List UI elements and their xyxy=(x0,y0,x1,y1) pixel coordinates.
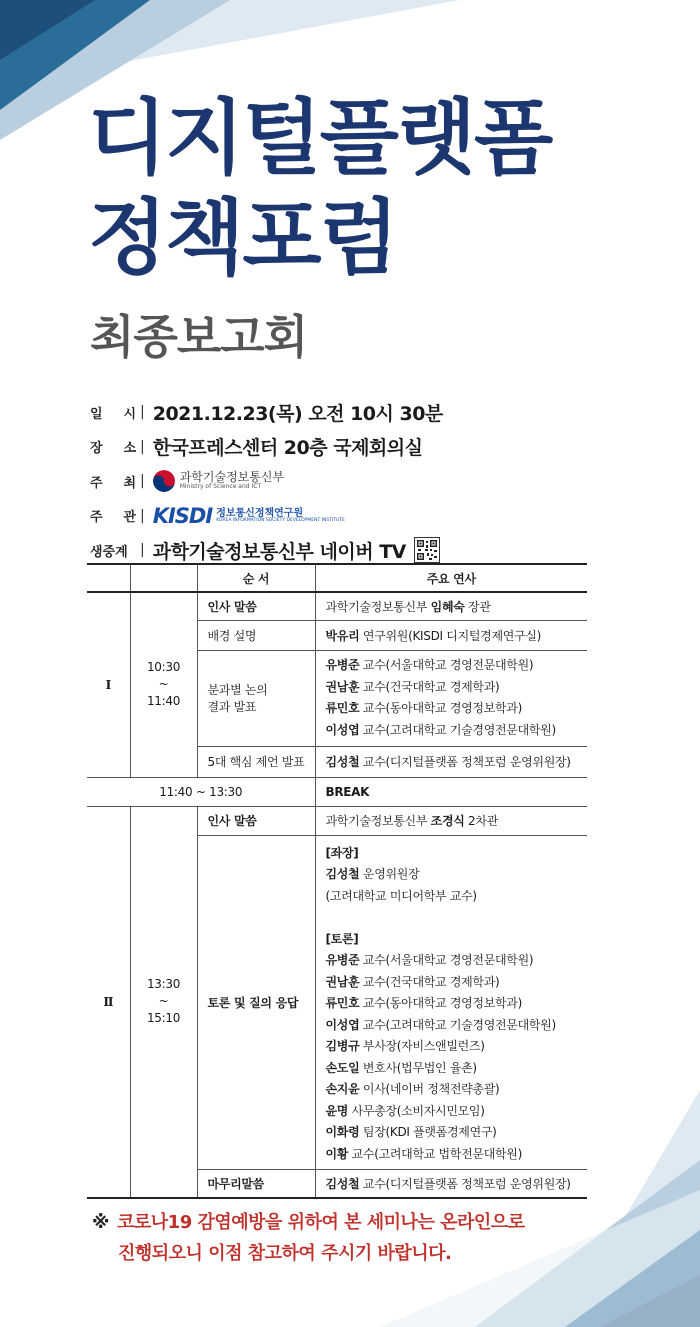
session-1-time: 10:30 ~ 11:40 xyxy=(130,592,197,777)
info-value-livestream: 과학기술정보통신부 네이버 TV xyxy=(152,540,406,563)
info-label-host: 주 최 xyxy=(90,475,136,491)
order-cell: 토론 및 질의 응답 xyxy=(197,835,315,1169)
info-organizer: 주 관 | KISDI 정보통신정책연구원 KOREA INFORMATION SOCIETY DEVELOPMENT INSTITUTE xyxy=(90,503,345,528)
info-value-date: 2021.12.23(목) 오전 10시 30분 xyxy=(152,402,443,425)
header-speakers: 주요 연사 xyxy=(315,564,587,592)
order-cell: 인사 말씀 xyxy=(197,806,315,835)
kisdi-logo xyxy=(153,504,345,528)
qr-code-icon xyxy=(414,537,440,563)
order-cell: 5대 핵심 제언 발표 xyxy=(197,746,315,777)
session-1-label: Ⅰ xyxy=(87,592,130,777)
order-line: 결과 발표 xyxy=(207,700,257,714)
msit-logo xyxy=(153,470,284,492)
speaker-cell: 과학기술정보통신부 임혜숙 장관 xyxy=(315,592,587,620)
info-label-livestream: 생중계 xyxy=(90,544,128,560)
taegeuk-icon xyxy=(153,470,175,492)
speaker-cell: [좌장] 김성철 운영위원장 (고려대학교 미디어학부 교수) [토론] 유병준 교수(서울대학교 경영전문대학원) 권남훈 교수(건국대학교 경제학과) 류민호 교수(동아대학교 경영정보학과) 이성엽 교수(고려대학교 기술경영전문대학원) 김병규 부사장(자비스앤빌런즈) 손도일 변호사(법무법인 율촌) 손지윤 이사(네이버 정책전략총괄) 윤명 사무총장(소비자시민모임) 이화령 팀장(KDI 플랫폼경제연구) 이황 교수(고려대학교 법학전문대학원) xyxy=(315,835,587,1169)
info-host: 주 최 | 과학기술정보통신부 Ministry of Science and ICT xyxy=(90,470,285,491)
header-order: 순 서 xyxy=(197,564,315,592)
info-livestream: 생중계 | 과학기술정보통신부 네이버 TV xyxy=(90,534,443,566)
covid-notice xyxy=(92,1207,525,1269)
speaker-cell: 유병준 교수(서울대학교 경영전문대학원) 권남훈 교수(건국대학교 경제학과) 류민호 교수(동아대학교 경영정보학과) 이성엽 교수(고려대학교 기술경영전문대학원) xyxy=(315,650,587,746)
main-title-line1: 디지털플랫폼 xyxy=(88,91,552,186)
speaker-cell: 김성철 교수(디지털플랫폼 정책포럼 운영위원장) xyxy=(315,746,587,777)
notice-line-1: ※ 코로나19 감염예방을 위하여 본 세미나는 온라인으로 xyxy=(92,1212,525,1233)
info-value-venue: 한국프레스센터 20층 국제회의실 xyxy=(152,437,423,459)
kisdi-logo-text: 정보통신정책연구원 xyxy=(216,507,304,519)
session-2-time: 13:30 ~ 15:10 xyxy=(130,806,197,1198)
info-label-date: 일 시 xyxy=(90,406,136,422)
subtitle: 최종보고회 xyxy=(90,310,308,364)
kisdi-logo-subtext: KOREA INFORMATION SOCIETY DEVELOPMENT INSTITUTE xyxy=(216,517,345,523)
speaker-cell: 박유리 연구위원(KISDI 디지털경제연구실) xyxy=(315,620,587,650)
program-table xyxy=(87,563,587,1199)
order-line: 분과별 논의 xyxy=(207,683,268,697)
event-info xyxy=(90,396,443,569)
table-row xyxy=(87,592,587,620)
info-date: 일 시 | 2021.12.23(목) 오전 10시 30분 xyxy=(90,396,443,428)
session-2-label: Ⅱ xyxy=(87,806,130,1198)
notice-line-2: 진행되오니 이점 참고하여 주시기 바랍니다. xyxy=(118,1243,452,1264)
msit-logo-text: 과학기술정보통신부 xyxy=(179,470,285,485)
break-time: 11:40 ~ 13:30 xyxy=(87,777,315,806)
kisdi-wordmark: KISDI xyxy=(152,503,213,528)
break-label: BREAK xyxy=(315,777,587,806)
speaker-cell: 과학기술정보통신부 조경식 2차관 xyxy=(315,806,587,835)
main-title-line2: 정책포럼 xyxy=(88,191,397,286)
table-row xyxy=(87,806,587,835)
order-cell: 인사 말씀 xyxy=(197,592,315,620)
msit-logo-subtext: Ministry of Science and ICT xyxy=(179,483,262,491)
break-row xyxy=(87,777,587,806)
order-cell: 마무리말씀 xyxy=(197,1169,315,1198)
info-label-venue: 장 소 xyxy=(90,441,136,456)
info-venue: 장 소 | 한국프레스센터 20층 국제회의실 xyxy=(90,431,443,463)
info-label-organizer: 주 관 xyxy=(90,510,136,525)
order-cell xyxy=(197,650,315,746)
table-header-row xyxy=(87,564,587,592)
order-cell: 배경 설명 xyxy=(197,620,315,650)
speaker-cell: 김성철 교수(디지털플랫폼 정책포럼 운영위원장) xyxy=(315,1169,587,1198)
